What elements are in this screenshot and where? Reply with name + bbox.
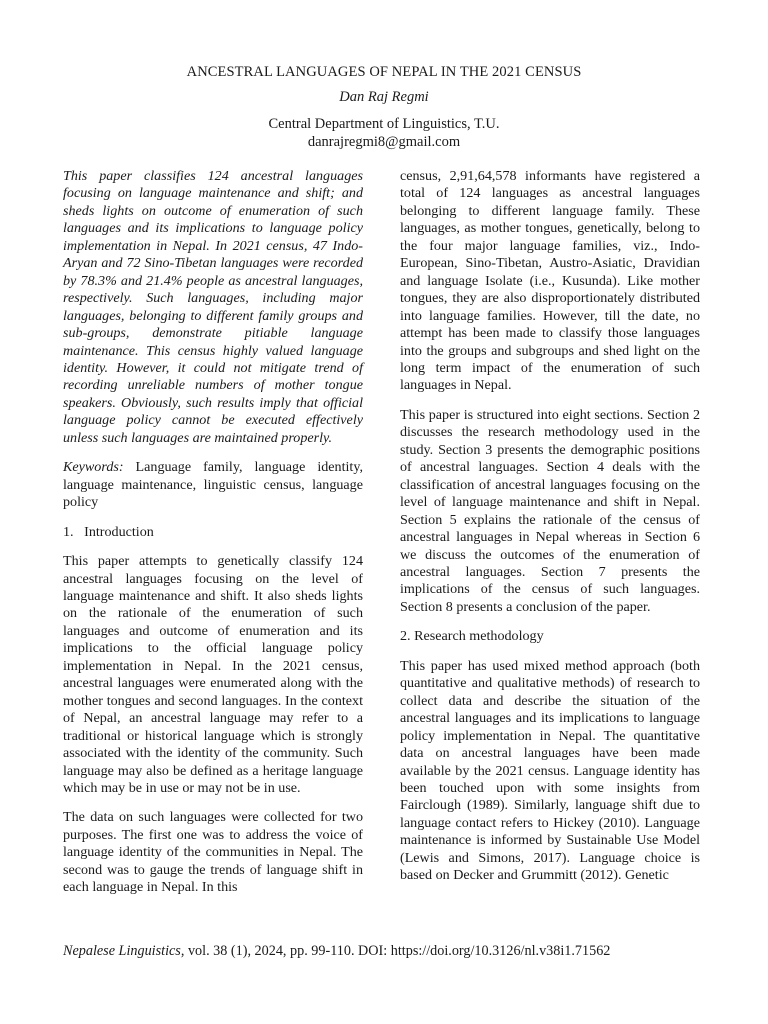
page-footer bbox=[63, 943, 723, 960]
paragraph-intro-2-continued: census, 2,91,64,578 informants have registered a total of 124 languages as ancestral languages belonging to different language family. These languages, as mother tongues, genetically, belong to the four major language families, viz., Indo-European, Sino-Tibetan, Austro-Asiatic, Dravidian and language Isolate (i.e., Kusunda). Like mother tongues, they are also disproportionately distributed into language families. However, till the date, no attempt has been made to classify those languages into the groups and subgroups and shed light on the long term impact of the enumeration of such languages in Nepal. bbox=[400, 168, 700, 394]
left-column bbox=[63, 168, 363, 909]
author-email: danrajregmi8@gmail.com bbox=[307, 134, 461, 150]
section-heading-methodology: 2. Research methodology bbox=[400, 628, 544, 645]
author-affiliation: Central Department of Linguistics, T.U. bbox=[268, 116, 500, 132]
abstract: This paper classifies 124 ancestral languages focusing on language maintenance and shift; and sheds lights on outcome of enumeration of such languages and its implications to language policy implementation in Nepal. In 2021 census, 47 Indo-Aryan and 72 Sino-Tibetan languages were recorded by 78.3% and 21.4% people as ancestral languages, respectively. Such languages, including major languages, belonging to different family groups and sub-groups, demonstrate pitiable language maintenance. This census highly valued language identity. However, it could not mitigate trend of recording unreliable numbers of mother tongue speakers. Obviously, such results imply that official language policy cannot be executed effectively unless such languages are maintained properly. bbox=[63, 168, 363, 446]
paragraph-methodology-1: This paper has used mixed method approach (both quantitative and qualitative methods) of research to collect data and describe the situation of the ancestral languages and its implications to language policy implementation in Nepal. The quantitative data on ancestral languages have been made available by the 2021 census. Language identity has been touched upon with some insights from Fairclough (1989). Similarly, language shift due to language contact refers to Hickey (2010). Language maintenance is informed by Sustainable Use Model (Lewis and Simons, 2017). Language choice is based on Decker and Grummitt (2012). Genetic bbox=[400, 657, 700, 884]
author-name: Dan Raj Regmi bbox=[339, 89, 429, 105]
keywords-text: Language family, language identity, language maintenance, linguistic census, language policy bbox=[63, 459, 363, 511]
paragraph-intro-1: This paper attempts to genetically classify 124 ancestral languages focusing on the level of language maintenance and shift. It also sheds lights on the rationale of the enumeration of such languages and outcome of enumeration and its implications to the official language policy implementation in Nepal. In the 2021 census, ancestral languages were enumerated along with the mother tongues and second languages. In the context of Nepal, an ancestral language may refer to a traditional or historical language which is strongly associated with the identity of the community. Such language may also be defined as a heritage language which may be in use or may not be in use. bbox=[63, 553, 363, 796]
paper-title: ANCESTRAL LANGUAGES OF NEPAL IN THE 2021 CENSUS bbox=[186, 64, 582, 80]
right-column bbox=[400, 168, 700, 897]
journal-name: Nepalese Linguistics bbox=[63, 943, 181, 959]
paragraph-intro-2: The data on such languages were collected for two purposes. The first one was to address the voice of language identity of the communities in Nepal. The second was to gauge the trends of language shift in each language in Nepal. In this bbox=[63, 809, 363, 896]
keywords bbox=[63, 459, 363, 511]
keywords-label: Keywords: bbox=[63, 459, 124, 476]
journal-citation: , vol. 38 (1), 2024, pp. 99-110. DOI: https://doi.org/10.3126/nl.v38i1.71562 bbox=[180, 943, 611, 959]
section-heading-introduction: 1. Introduction bbox=[63, 523, 154, 540]
paragraph-intro-3: This paper is structured into eight sections. Section 2 discusses the research methodology used in the study. Section 3 presents the demographic positions of ancestral languages. Section 4 deals with the classification of ancestral languages focusing on the level of language maintenance and shift in Nepal. Section 5 explains the rationale of the census of ancestral languages in Nepal whereas in Section 6 we discuss the outcomes of the enumeration of ancestral languages. Section 7 presents the implications of the census of such languages. Section 8 presents a conclusion of the paper. bbox=[400, 406, 700, 615]
